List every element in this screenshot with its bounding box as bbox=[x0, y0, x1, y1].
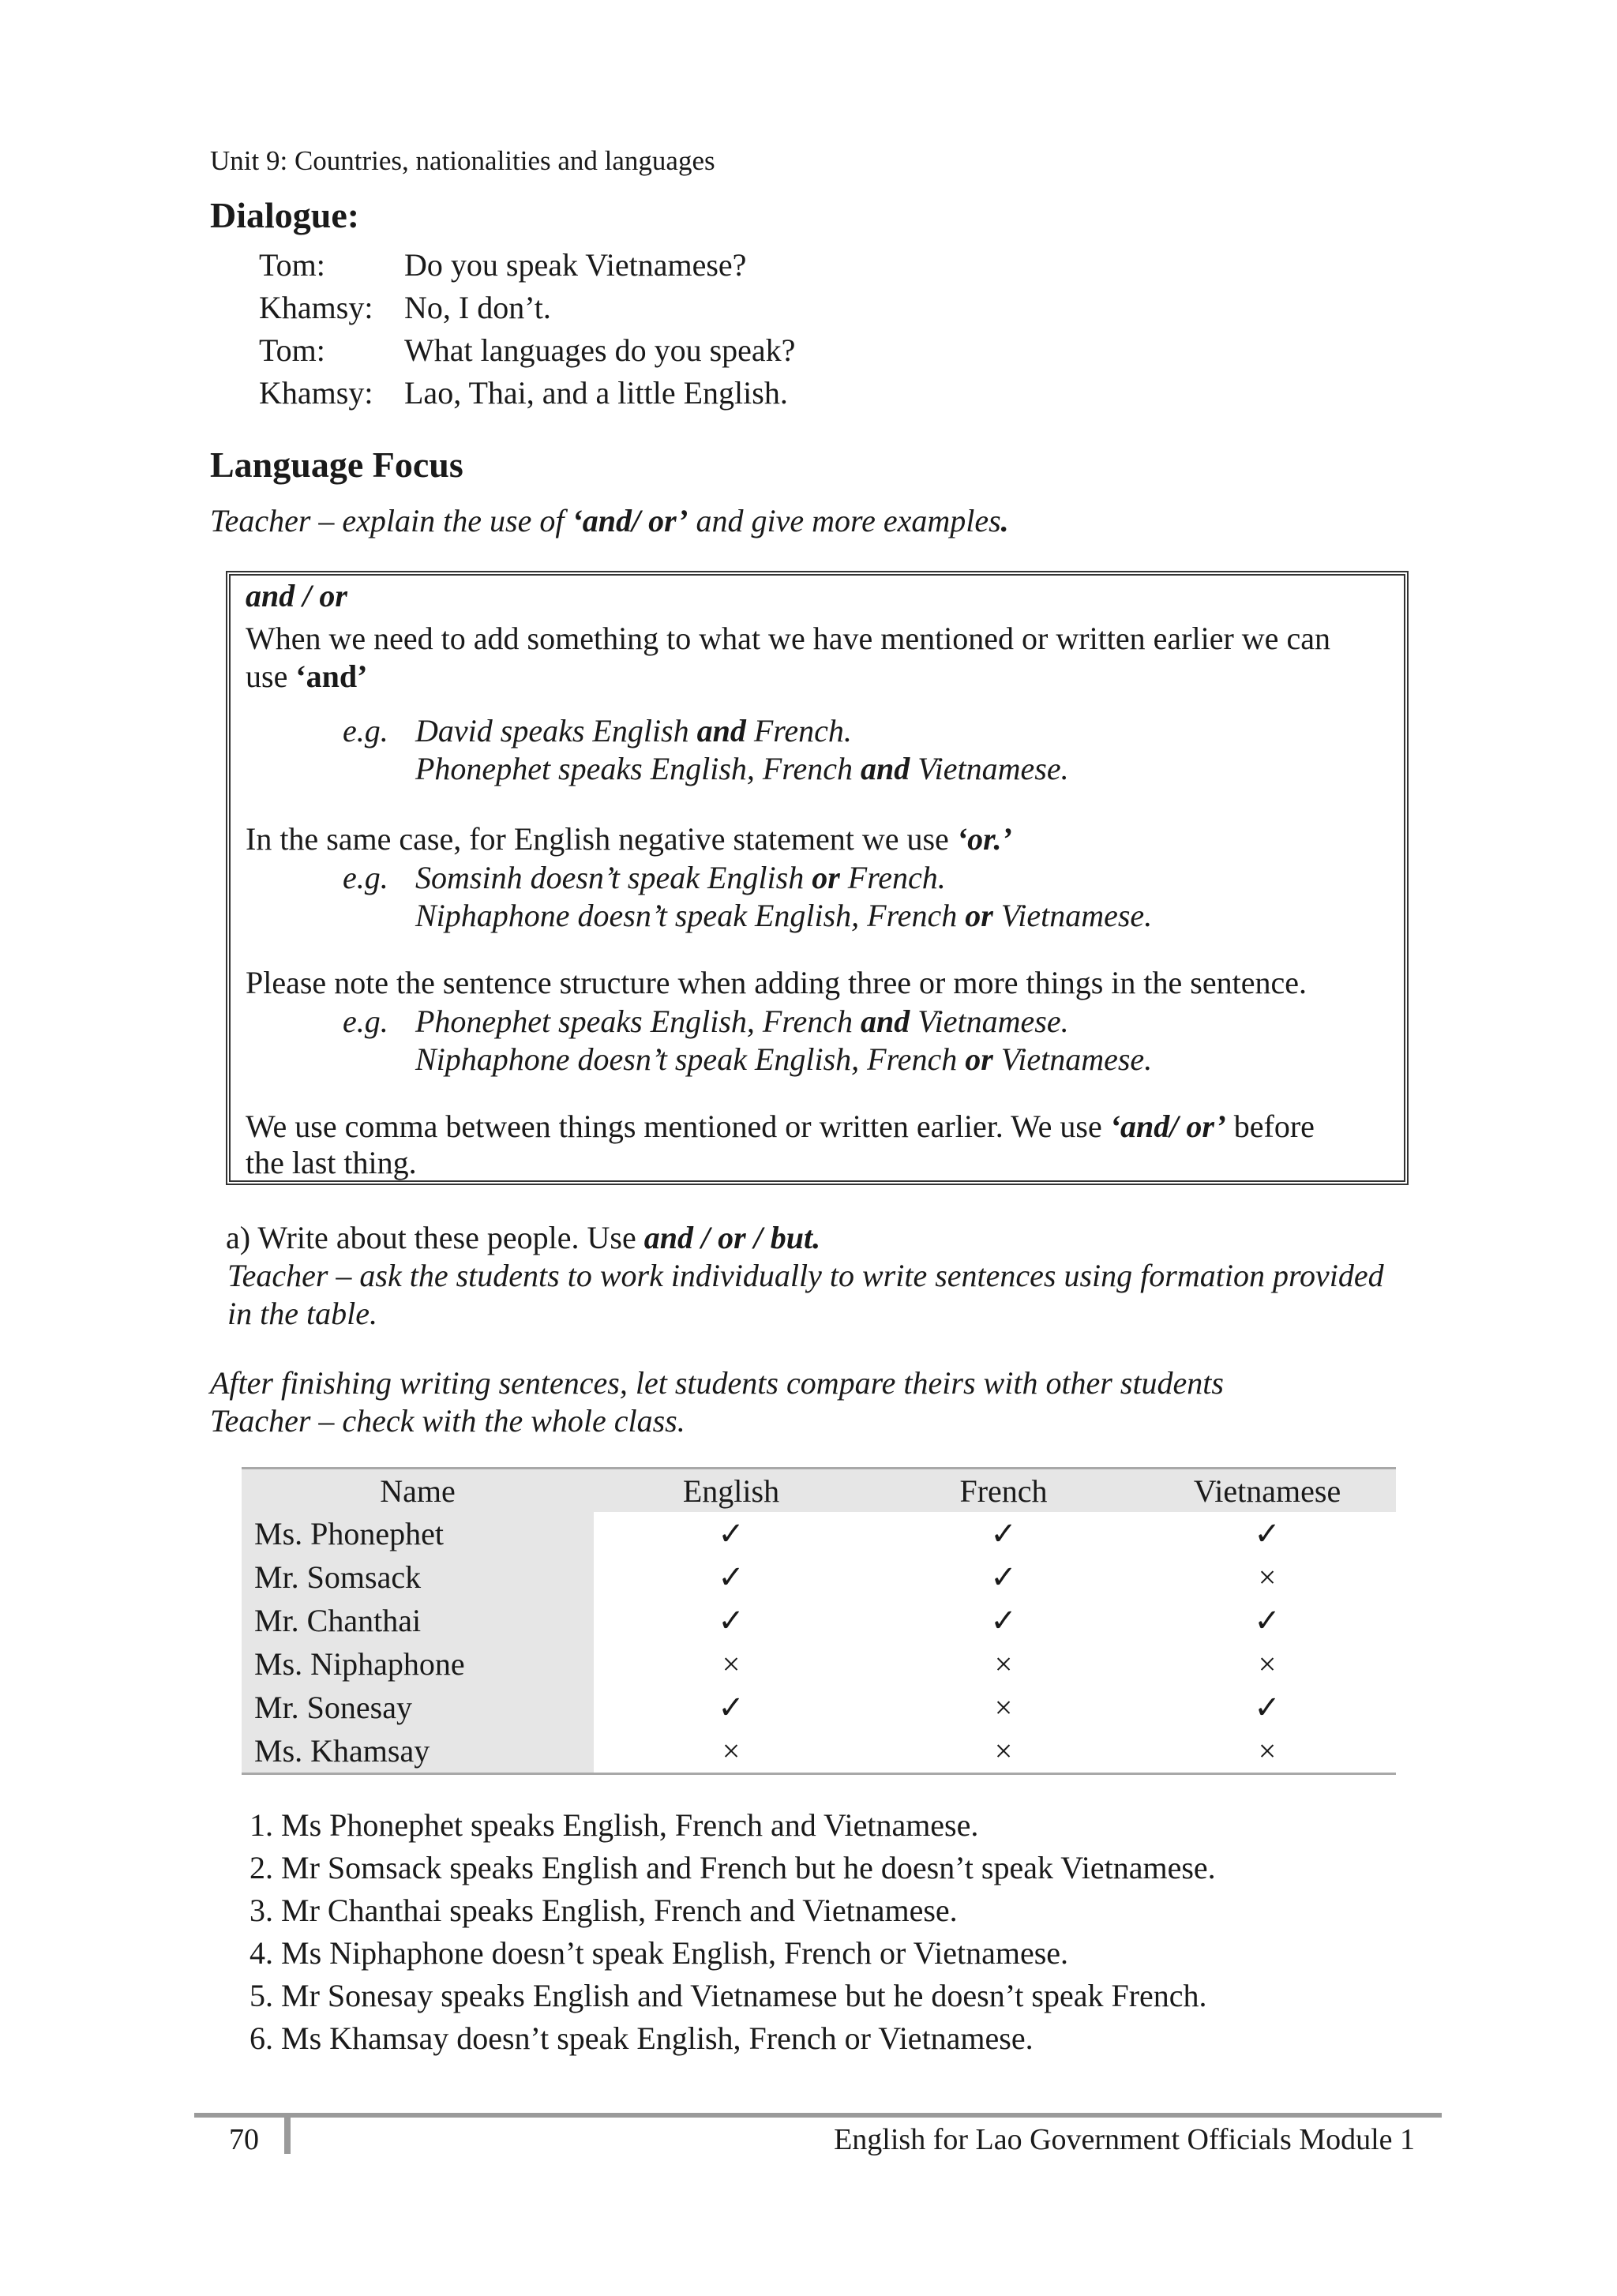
example-text: Somsinh doesn’t speak English bbox=[415, 860, 812, 895]
mark-cell: ✓ bbox=[990, 1516, 1017, 1551]
answer-item: 6. Ms Khamsay doesn’t speak English, French or Vietnamese. bbox=[249, 2020, 1034, 2056]
example-sentence bbox=[415, 859, 946, 896]
example-text: Vietnamese. bbox=[910, 751, 1069, 786]
keyword-or: ‘or.’ bbox=[956, 821, 1012, 857]
table-row bbox=[242, 1642, 1396, 1686]
dialogue-line bbox=[259, 289, 551, 326]
col-header-english: English bbox=[594, 1469, 869, 1513]
instruction-period: . bbox=[1000, 503, 1009, 538]
footer-divider bbox=[284, 2113, 291, 2154]
mark-cell: × bbox=[1258, 1646, 1277, 1682]
keyword-and-or: ‘and/ or’ bbox=[1109, 1109, 1226, 1144]
eg-label: e.g. bbox=[343, 860, 388, 895]
task-keywords: and / or / but. bbox=[643, 1220, 821, 1255]
table-row bbox=[242, 1599, 1396, 1642]
dialogue-text: What languages do you speak? bbox=[404, 332, 796, 368]
paragraph-text: before bbox=[1225, 1109, 1315, 1144]
col-header-vietnamese: Vietnamese bbox=[1139, 1469, 1396, 1513]
col-header-name: Name bbox=[242, 1469, 594, 1513]
example-sentence bbox=[415, 712, 852, 749]
example-text: Phonephet speaks English, French bbox=[415, 1004, 861, 1039]
mark-cell: × bbox=[994, 1646, 1013, 1682]
task-text: Write about these people. Use bbox=[257, 1220, 644, 1255]
table-row bbox=[242, 1512, 1396, 1555]
dialogue-line bbox=[259, 332, 795, 369]
person-name: Mr. Sonesay bbox=[242, 1686, 594, 1729]
mark-cell: ✓ bbox=[990, 1603, 1017, 1638]
table-row bbox=[242, 1555, 1396, 1599]
table-header-row bbox=[242, 1469, 1396, 1513]
dialogue-title: Dialogue: bbox=[210, 195, 360, 235]
grammar-paragraph-4b: the last thing. bbox=[246, 1145, 417, 1180]
answer-item: 2. Mr Somsack speaks English and French but he doesn’t speak Vietnamese. bbox=[249, 1850, 1216, 1885]
mark-cell: × bbox=[1258, 1559, 1277, 1595]
dialogue-text: Do you speak Vietnamese? bbox=[404, 247, 747, 283]
unit-header: Unit 9: Countries, nationalities and languages bbox=[210, 145, 715, 176]
paragraph-text: use bbox=[246, 658, 296, 694]
answer-item: 5. Mr Sonesay speaks English and Vietnamese but he doesn’t speak French. bbox=[249, 1978, 1207, 2013]
mark-cell: ✓ bbox=[718, 1690, 745, 1725]
keyword-and: ‘and’ bbox=[295, 658, 368, 694]
footer-rule bbox=[194, 2113, 1442, 2118]
dialogue-line bbox=[259, 374, 788, 411]
example-text: Niphaphone doesn’t speak English, French bbox=[415, 898, 966, 933]
teacher-instruction bbox=[210, 502, 1009, 539]
table-row bbox=[242, 1729, 1396, 1774]
mark-cell: ✓ bbox=[1254, 1603, 1281, 1638]
eg-label: e.g. bbox=[343, 1004, 388, 1039]
mark-cell: ✓ bbox=[718, 1603, 745, 1638]
grammar-box-title: and / or bbox=[246, 578, 347, 613]
person-name: Ms. Phonephet bbox=[242, 1512, 594, 1555]
table-row bbox=[242, 1686, 1396, 1729]
grammar-paragraph-2 bbox=[246, 821, 1012, 857]
task-instruction bbox=[226, 1219, 820, 1256]
after-note-2: Teacher – check with the whole class. bbox=[210, 1403, 685, 1439]
person-name: Mr. Chanthai bbox=[242, 1599, 594, 1642]
example-sentence bbox=[415, 897, 1152, 934]
example-text: French. bbox=[745, 713, 852, 748]
mark-cell: ✓ bbox=[1254, 1690, 1281, 1725]
language-focus-title: Language Focus bbox=[210, 445, 463, 485]
task-label: a) bbox=[226, 1220, 251, 1255]
mark-cell: × bbox=[994, 1690, 1013, 1725]
grammar-paragraph-1a: When we need to add something to what we have mentioned or written earlier we can bbox=[246, 621, 1330, 656]
page-number: 70 bbox=[229, 2123, 259, 2156]
example-text: French. bbox=[839, 860, 946, 895]
example-sentence bbox=[415, 1003, 1069, 1040]
teacher-note-2: in the table. bbox=[227, 1296, 377, 1331]
example-keyword: or bbox=[965, 1041, 993, 1077]
example-sentence bbox=[415, 1041, 1152, 1078]
mark-cell: ✓ bbox=[718, 1516, 745, 1551]
footer-title: English for Lao Government Officials Module 1 bbox=[834, 2123, 1415, 2156]
example-text: Vietnamese. bbox=[992, 1041, 1153, 1077]
eg-label: e.g. bbox=[343, 713, 388, 748]
dialogue-speaker: Khamsy: bbox=[259, 375, 373, 411]
col-header-french: French bbox=[869, 1469, 1139, 1513]
mark-cell: ✓ bbox=[718, 1559, 745, 1595]
example-sentence bbox=[415, 750, 1069, 787]
dialogue-speaker: Khamsy: bbox=[259, 290, 373, 325]
mark-cell: ✓ bbox=[990, 1559, 1017, 1595]
answer-item: 4. Ms Niphaphone doesn’t speak English, French or Vietnamese. bbox=[249, 1935, 1069, 1971]
example-keyword: and bbox=[860, 1004, 910, 1039]
example-keyword: or bbox=[965, 898, 993, 933]
answer-item: 1. Ms Phonephet speaks English, French and Vietnamese. bbox=[249, 1807, 979, 1843]
answer-item: 3. Mr Chanthai speaks English, French and Vietnamese. bbox=[249, 1893, 958, 1928]
after-note-1: After finishing writing sentences, let students compare theirs with other students bbox=[210, 1365, 1224, 1401]
dialogue-text: Lao, Thai, and a little English. bbox=[404, 375, 788, 411]
mark-cell: ✓ bbox=[1254, 1516, 1281, 1551]
teacher-note-1: Teacher – ask the students to work individually to write sentences using formation provided bbox=[227, 1258, 1384, 1293]
example-text: Vietnamese. bbox=[992, 898, 1153, 933]
paragraph-text: We use comma between things mentioned or written earlier. We use bbox=[246, 1109, 1110, 1144]
example-text: David speaks English bbox=[415, 713, 697, 748]
dialogue-line bbox=[259, 246, 746, 283]
example-text: Phonephet speaks English, French bbox=[415, 751, 861, 786]
grammar-paragraph-4a bbox=[246, 1109, 1315, 1145]
example-keyword: and bbox=[860, 751, 910, 786]
person-name: Ms. Khamsay bbox=[242, 1729, 594, 1774]
grammar-paragraph-1b bbox=[246, 658, 367, 695]
example-text: Niphaphone doesn’t speak English, French bbox=[415, 1041, 966, 1077]
languages-table bbox=[242, 1467, 1396, 1775]
example-keyword: or bbox=[812, 860, 840, 895]
person-name: Mr. Somsack bbox=[242, 1555, 594, 1599]
mark-cell: × bbox=[1258, 1733, 1277, 1769]
paragraph-text: In the same case, for English negative statement we use bbox=[246, 821, 957, 857]
example-text: Vietnamese. bbox=[910, 1004, 1069, 1039]
instruction-bold: ‘and/ or’ bbox=[572, 503, 688, 538]
instruction-text-end: and give more examples bbox=[688, 503, 1001, 538]
dialogue-speaker: Tom: bbox=[259, 332, 325, 368]
person-name: Ms. Niphaphone bbox=[242, 1642, 594, 1686]
dialogue-text: No, I don’t. bbox=[404, 290, 551, 325]
example-keyword: and bbox=[696, 713, 746, 748]
grammar-paragraph-3: Please note the sentence structure when adding three or more things in the sentence. bbox=[246, 965, 1307, 1000]
dialogue-speaker: Tom: bbox=[259, 247, 325, 283]
instruction-text: Teacher – explain the use of bbox=[210, 503, 572, 538]
mark-cell: × bbox=[722, 1646, 741, 1682]
mark-cell: × bbox=[722, 1733, 741, 1769]
mark-cell: × bbox=[994, 1733, 1013, 1769]
